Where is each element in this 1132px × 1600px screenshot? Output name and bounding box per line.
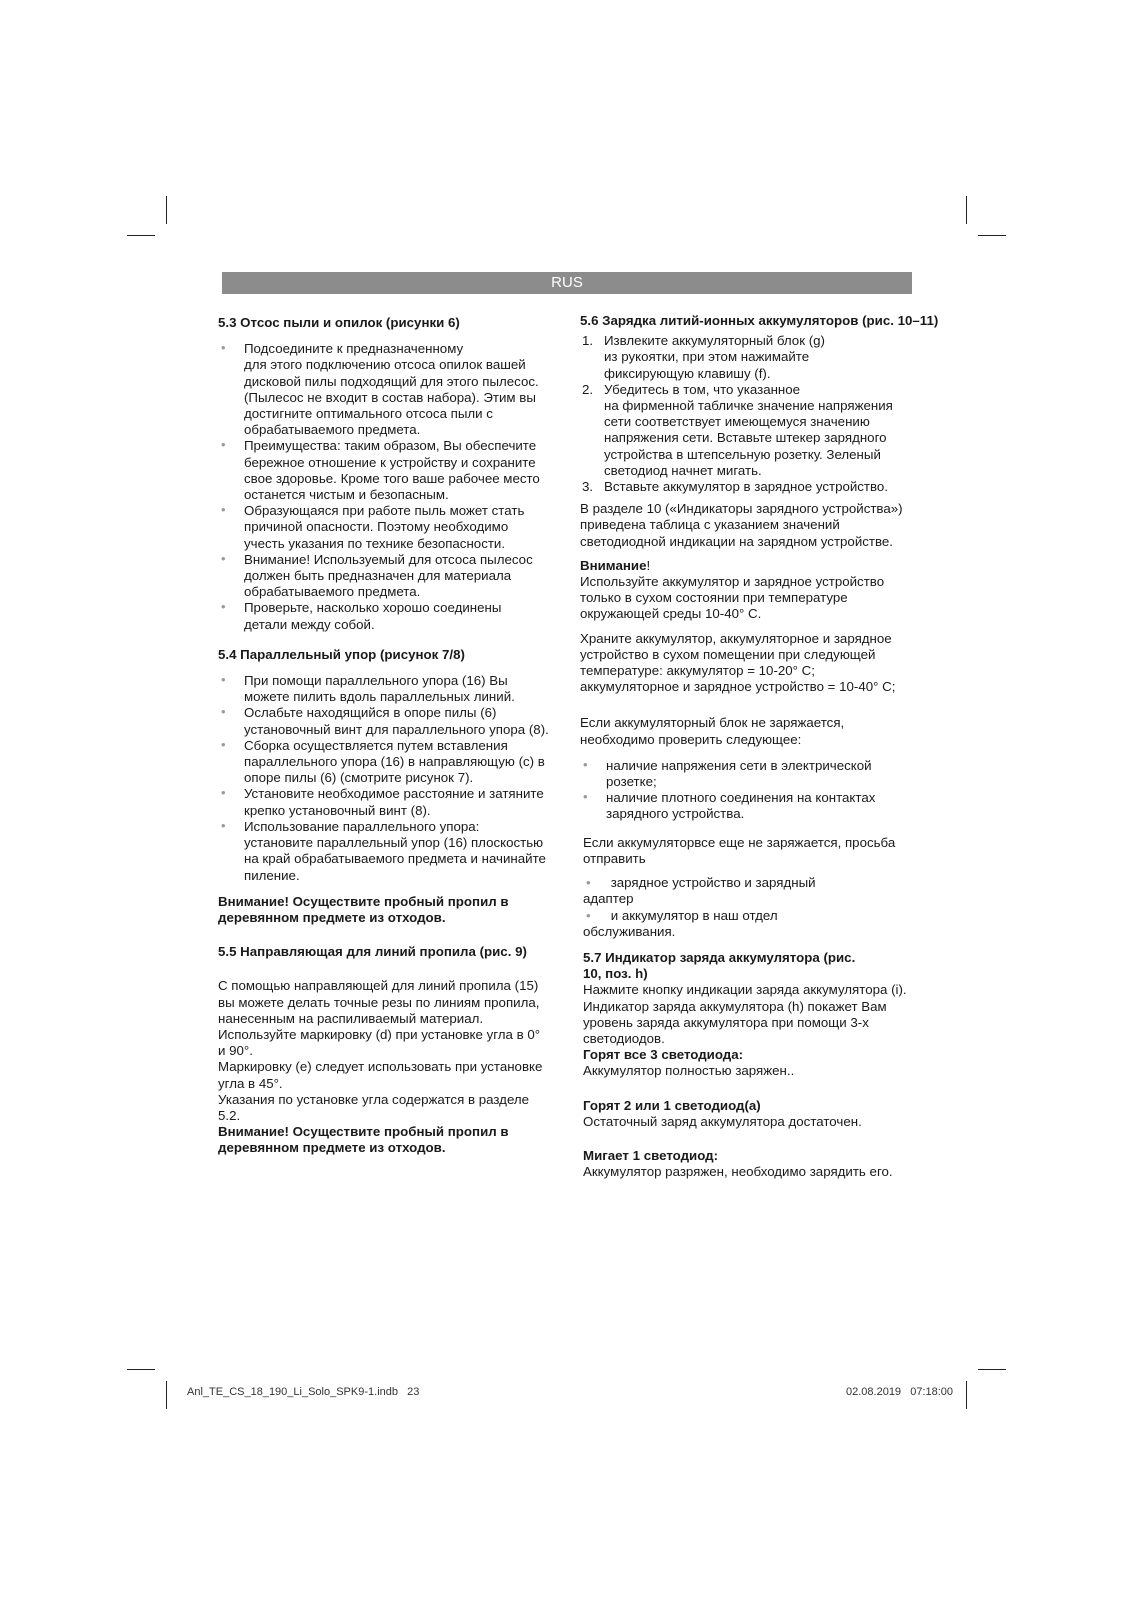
attention-mark: ! (646, 557, 651, 573)
line: зарядного устройства. (606, 806, 745, 822)
led-state-label: Мигает 1 светодиод: (583, 1147, 719, 1163)
line: Образующаяся при работе пыль может стать (244, 503, 525, 519)
step-number: 2. (582, 381, 594, 397)
line: достигните оптимального отсоса пыли с (244, 406, 493, 422)
led-state-text: Аккумулятор полностью заряжен.. (583, 1063, 795, 1079)
line: опоре пилы (6) (смотрите рисунок 7). (244, 770, 474, 786)
line: Если аккумуляторвсе еще не заряжается, просьба (583, 834, 896, 850)
section-heading: 5.4 Параллельный упор (рисунок 7/8) (218, 646, 465, 662)
line: Ослабьте находящийся в опоре пилы (6) (244, 705, 497, 721)
line: Установите необходимое расстояние и затяните (244, 786, 544, 802)
line: Индикатор заряда аккумулятора (h) покажет Вам (583, 998, 887, 1014)
list-item (580, 479, 948, 495)
line: Преимущества: таким образом, Вы обеспечите (244, 438, 537, 454)
line: напряжения сети. Вставьте штекер зарядного (604, 430, 887, 446)
line: дисковой пилы подходящий для этого пылесос. (244, 373, 539, 389)
paragraph (580, 715, 948, 747)
line: Внимание! Осуществите пробный пропил в (218, 893, 509, 909)
bullet-list (218, 673, 550, 884)
attention-word: Внимание (580, 557, 647, 573)
line: нанесенным на распиливаемый материал. (218, 1010, 484, 1026)
line: 10, поз. h) (583, 966, 648, 982)
bullet-icon: • (586, 907, 591, 923)
line: розетке; (606, 774, 657, 790)
line: Проверьте, насколько хорошо соединены (244, 600, 502, 616)
line: Указания по установке угла содержатся в разделе (218, 1091, 530, 1107)
line: окружающей среды 10-40° C. (580, 606, 762, 622)
line: пиление. (244, 867, 300, 883)
section-5-7 (580, 950, 948, 1180)
line: обрабатываемого предмета. (244, 584, 421, 600)
line: деревянном предмете из отходов. (218, 1140, 446, 1156)
line: останется чистым и безопасным. (244, 487, 449, 503)
paragraph (583, 982, 948, 1047)
section-5-4 (218, 647, 550, 926)
line: детали между собой. (244, 616, 375, 632)
line: из рукоятки, при этом нажимайте (604, 349, 810, 365)
line: Подсоедините к предназначенному (244, 341, 464, 357)
list-item (218, 705, 550, 737)
line: бережное отношение к устройству и сохраните (244, 454, 536, 470)
line: светодиодной индикации на зарядном устройстве. (580, 533, 893, 549)
line: учесть указания по технике безопасности. (244, 535, 506, 551)
bullet-list (218, 341, 550, 633)
line: устройство в сухом помещении при следующей (580, 646, 876, 662)
line: наличие плотного соединения на контактах (606, 790, 876, 806)
line: должен быть предназначен для материала (244, 568, 512, 584)
line: крепко установочный винт (8). (244, 802, 431, 818)
crop-mark (166, 1381, 167, 1409)
list-item (218, 600, 550, 632)
numbered-list (580, 333, 948, 495)
line: Внимание! Осуществите пробный пропил в (218, 1124, 509, 1140)
line: аккумуляторное и зарядное устройство = 10-40° C; (580, 679, 896, 695)
list-item (580, 333, 948, 382)
paragraph (580, 835, 948, 867)
crop-mark (127, 1369, 155, 1370)
led-state-label: Горят 2 или 1 светодиод(а) (583, 1097, 761, 1113)
line: При помощи параллельного упора (16) Вы (244, 673, 508, 689)
footer-date: 02.08.2019 07:18:00 (846, 1386, 954, 1398)
line: Извлеките аккумуляторный блок (g) (604, 333, 825, 349)
section-heading: 5.6 Зарядка литий-ионных аккумуляторов (рис. 10–11) (580, 313, 939, 328)
line: Используйте аккумулятор и зарядное устройство (580, 574, 885, 590)
line: Сборка осуществляется путем вставления (244, 737, 508, 753)
line: 5.7 Индикатор заряда аккумулятора (рис. (583, 949, 856, 965)
language-header-bar (222, 272, 912, 294)
list-item (218, 438, 550, 503)
line: С помощью направляющей для линий пропила (15) (218, 978, 539, 994)
paragraph (580, 631, 948, 696)
list-item (580, 382, 948, 479)
line: зарядное устройство и зарядный (607, 875, 816, 891)
language-label: RUS (551, 274, 583, 291)
list-item (218, 503, 550, 552)
line: 5.2. (218, 1107, 241, 1123)
line: Используйте маркировку (d) при установке угла в 0° (218, 1026, 541, 1042)
crop-mark (966, 196, 967, 224)
line: устройства в штепсельную розетку. Зеленый (604, 446, 881, 462)
line: Внимание! Используемый для отсоса пылесос (244, 551, 533, 567)
line: адаптер (583, 891, 634, 907)
section-heading (583, 950, 948, 982)
list-item (218, 552, 550, 601)
line: Храните аккумулятор, аккумуляторное и зарядное (580, 630, 892, 646)
bullet-icon: • (586, 875, 591, 891)
step-number: 1. (582, 333, 594, 349)
line: и 90°. (218, 1043, 253, 1059)
list-item (218, 819, 550, 884)
line: для этого подключению отсоса опилок вашей (244, 357, 526, 373)
list-item (218, 341, 550, 438)
warning-text (218, 894, 550, 926)
step-number: 3. (582, 479, 594, 495)
section-5-3 (218, 315, 550, 633)
warning-text (218, 1124, 550, 1156)
crop-mark (978, 235, 1006, 236)
list-item (218, 786, 550, 818)
line: на край обрабатываемого предмета и начинайте (244, 851, 546, 867)
line: только в сухом состоянии при температуре (580, 590, 848, 606)
section-heading: 5.3 Отсос пыли и опилок (рисунки 6) (218, 315, 460, 330)
line: можете пилить вдоль параллельных линий. (244, 689, 515, 705)
line: на фирменной табличке значение напряжения (604, 398, 893, 414)
line: температуре: аккумулятор = 10-20° C; (580, 663, 815, 679)
line: Использование параллельного упора: (244, 818, 480, 834)
left-column (218, 315, 550, 1157)
led-state-label: Горят все 3 светодиода: (583, 1047, 744, 1063)
line: сети соответствует имеющемуся значению (604, 414, 870, 430)
line: отправить (583, 850, 646, 866)
line: установите параллельный упор (16) плоскостью (244, 835, 544, 851)
bullet-list (580, 758, 948, 823)
list-item (580, 790, 948, 822)
led-state-text: Остаточный заряд аккумулятора достаточен. (583, 1113, 862, 1129)
crop-mark (127, 235, 155, 236)
crop-mark (166, 196, 167, 224)
paragraph (218, 978, 550, 1124)
line: фиксирующую клавишу (f). (604, 365, 771, 381)
paragraph (580, 574, 948, 623)
line: обрабатываемого предмета. (244, 422, 421, 438)
line: и аккумулятор в наш отдел (607, 907, 778, 923)
list-item (218, 738, 550, 787)
send-item (580, 875, 948, 907)
right-column (580, 313, 948, 1180)
line: Убедитесь в том, что указанное (604, 381, 801, 397)
line: светодиод начнет мигать. (604, 462, 762, 478)
section-5-5 (218, 944, 550, 1156)
line: Нажмите кнопку индикации заряда аккумулятора (i). (583, 982, 907, 998)
section-5-6 (580, 313, 948, 940)
line: деревянном предмете из отходов. (218, 909, 446, 925)
line: установочный винт для параллельного упора (8). (244, 721, 549, 737)
line: угла в 45°. (218, 1075, 283, 1091)
led-state-text: Аккумулятор разряжен, необходимо зарядить его. (583, 1164, 893, 1180)
line: приведена таблица с указанием значений (580, 517, 840, 533)
line: Маркировку (e) следует использовать при установке (218, 1059, 543, 1075)
line: обслуживания. (583, 923, 676, 939)
line: Если аккумуляторный блок не заряжается, (580, 715, 845, 731)
crop-mark (978, 1369, 1006, 1370)
line: наличие напряжения сети в электрической (606, 757, 872, 773)
send-item (580, 908, 948, 940)
attention-heading (580, 558, 948, 574)
list-item (218, 673, 550, 705)
line: светодиодов. (583, 1030, 665, 1046)
line: В разделе 10 («Индикаторы зарядного устройства») (580, 501, 903, 517)
line: параллельного упора (16) в направляющую (с) в (244, 754, 545, 770)
list-item (580, 758, 948, 790)
line: Вставьте аккумулятор в зарядное устройство. (604, 479, 889, 495)
line: (Пылесос не входит в состав набора). Этим вы (244, 389, 536, 405)
section-heading: 5.5 Направляющая для линий пропила (рис. 9) (218, 944, 527, 960)
line: необходимо проверить следующее: (580, 731, 802, 747)
footer-file-info: Anl_TE_CS_18_190_Li_Solo_SPK9-1.indb 23 (187, 1386, 420, 1398)
line: причиной опасности. Поэтому необходимо (244, 519, 509, 535)
paragraph (580, 501, 948, 550)
line: свое здоровье. Кроме того ваше рабочее место (244, 470, 540, 486)
line: вы можете делать точные резы по линиям пропила, (218, 994, 540, 1010)
line: уровень заряда аккумулятора при помощи 3-х (583, 1014, 869, 1030)
crop-mark (966, 1381, 967, 1409)
